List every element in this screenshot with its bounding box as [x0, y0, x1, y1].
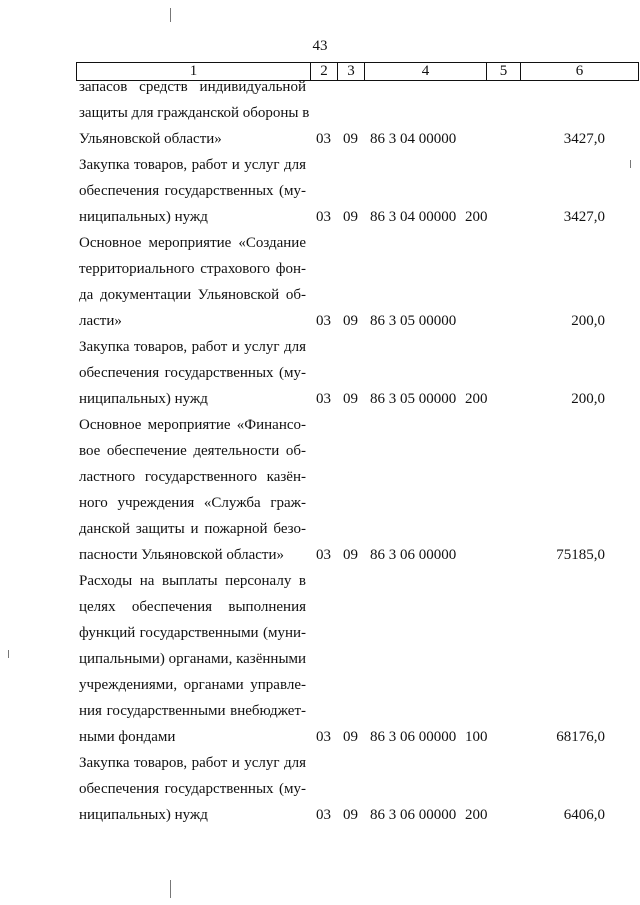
- cell-c4: 86 3 04 00000: [370, 209, 457, 225]
- cell-c6: 200,0: [571, 391, 605, 407]
- row-text-line: учреждениями, органами управле-: [79, 677, 306, 693]
- row-text-line: ного учреждения «Служба граж-: [79, 495, 306, 511]
- cell-c4: 86 3 05 00000: [370, 391, 457, 407]
- cell-c5: 200: [465, 209, 488, 225]
- row-text-line: да документации Ульяновской об-: [79, 287, 306, 303]
- header-col-4: 4: [365, 63, 487, 81]
- row-text-line: ниципальных) нужд: [79, 391, 208, 407]
- cell-c3: 09: [343, 131, 358, 147]
- row-text-line: ласти»: [79, 313, 122, 329]
- cell-c2: 03: [316, 209, 331, 225]
- cell-c2: 03: [316, 131, 331, 147]
- row-text-line: ципальными) органами, казёнными: [79, 651, 307, 667]
- cell-c4: 86 3 04 00000: [370, 131, 457, 147]
- row-text-line: Основное мероприятие «Создание: [79, 235, 306, 251]
- header-col-5: 5: [487, 63, 521, 81]
- cell-c2: 03: [316, 391, 331, 407]
- row-text-line: Ульяновской области»: [79, 131, 222, 147]
- cell-c2: 03: [316, 313, 331, 329]
- cell-c6: 68176,0: [556, 729, 605, 745]
- row-text-line: ниципальных) нужд: [79, 209, 208, 225]
- row-text-line: защиты для гражданской обороны в: [79, 105, 310, 121]
- scan-mark: [8, 650, 9, 658]
- cell-c4: 86 3 06 00000: [370, 807, 457, 823]
- row-text-line: пасности Ульяновской области»: [79, 547, 285, 563]
- row-text-line: данской защиты и пожарной безо-: [79, 521, 306, 537]
- row-text-line: Закупка товаров, работ и услуг для: [79, 755, 306, 771]
- header-col-3: 3: [338, 63, 365, 81]
- row-text-line: ниципальных) нужд: [79, 807, 208, 823]
- cell-c6: 3427,0: [563, 131, 605, 147]
- scan-mark: [630, 160, 631, 168]
- header-col-6: 6: [521, 63, 639, 81]
- row-text-line: вое обеспечение деятельности об-: [79, 443, 306, 459]
- cell-c6: 3427,0: [563, 209, 605, 225]
- row-text-line: ния государственными внебюджет-: [79, 703, 306, 719]
- row-text-line: территориального страхового фон-: [79, 261, 306, 277]
- cell-c4: 86 3 06 00000: [370, 729, 457, 745]
- cell-c3: 09: [343, 313, 358, 329]
- row-text-line: функций государственными (муни-: [79, 625, 306, 641]
- row-text-line: целях обеспечения выполнения: [79, 599, 306, 615]
- cell-c3: 09: [343, 729, 358, 745]
- cell-c3: 09: [343, 209, 358, 225]
- cell-c3: 09: [343, 547, 358, 563]
- header-col-2: 2: [311, 63, 338, 81]
- cell-c2: 03: [316, 547, 331, 563]
- cell-c5: 200: [465, 807, 488, 823]
- cell-c6: 200,0: [571, 313, 605, 329]
- scan-mark: [170, 8, 171, 22]
- cell-c4: 86 3 05 00000: [370, 313, 457, 329]
- cell-c2: 03: [316, 807, 331, 823]
- cell-c5: 200: [465, 391, 488, 407]
- row-text-line: ластного государственного казён-: [79, 469, 306, 485]
- cell-c6: 6406,0: [563, 807, 605, 823]
- cell-c2: 03: [316, 729, 331, 745]
- row-text-line: Закупка товаров, работ и услуг для: [79, 157, 306, 173]
- row-text-line: Закупка товаров, работ и услуг для: [79, 339, 306, 355]
- cell-c6: 75185,0: [556, 547, 605, 563]
- row-text-line: запасов средств индивидуальной: [79, 79, 306, 95]
- row-text-line: обеспечения государственных (му-: [79, 781, 306, 797]
- cell-c3: 09: [343, 391, 358, 407]
- page-number: 43: [312, 38, 328, 54]
- row-text-line: ными фондами: [79, 729, 176, 745]
- cell-c4: 86 3 06 00000: [370, 547, 457, 563]
- row-text-line: обеспечения государственных (му-: [79, 365, 306, 381]
- cell-c3: 09: [343, 807, 358, 823]
- cell-c5: 100: [465, 729, 488, 745]
- scan-mark: [170, 880, 171, 898]
- row-text-line: обеспечения государственных (му-: [79, 183, 306, 199]
- row-text-line: Расходы на выплаты персоналу в: [79, 573, 306, 589]
- row-text-line: Основное мероприятие «Финансо-: [79, 417, 306, 433]
- header-col-1: 1: [77, 63, 311, 81]
